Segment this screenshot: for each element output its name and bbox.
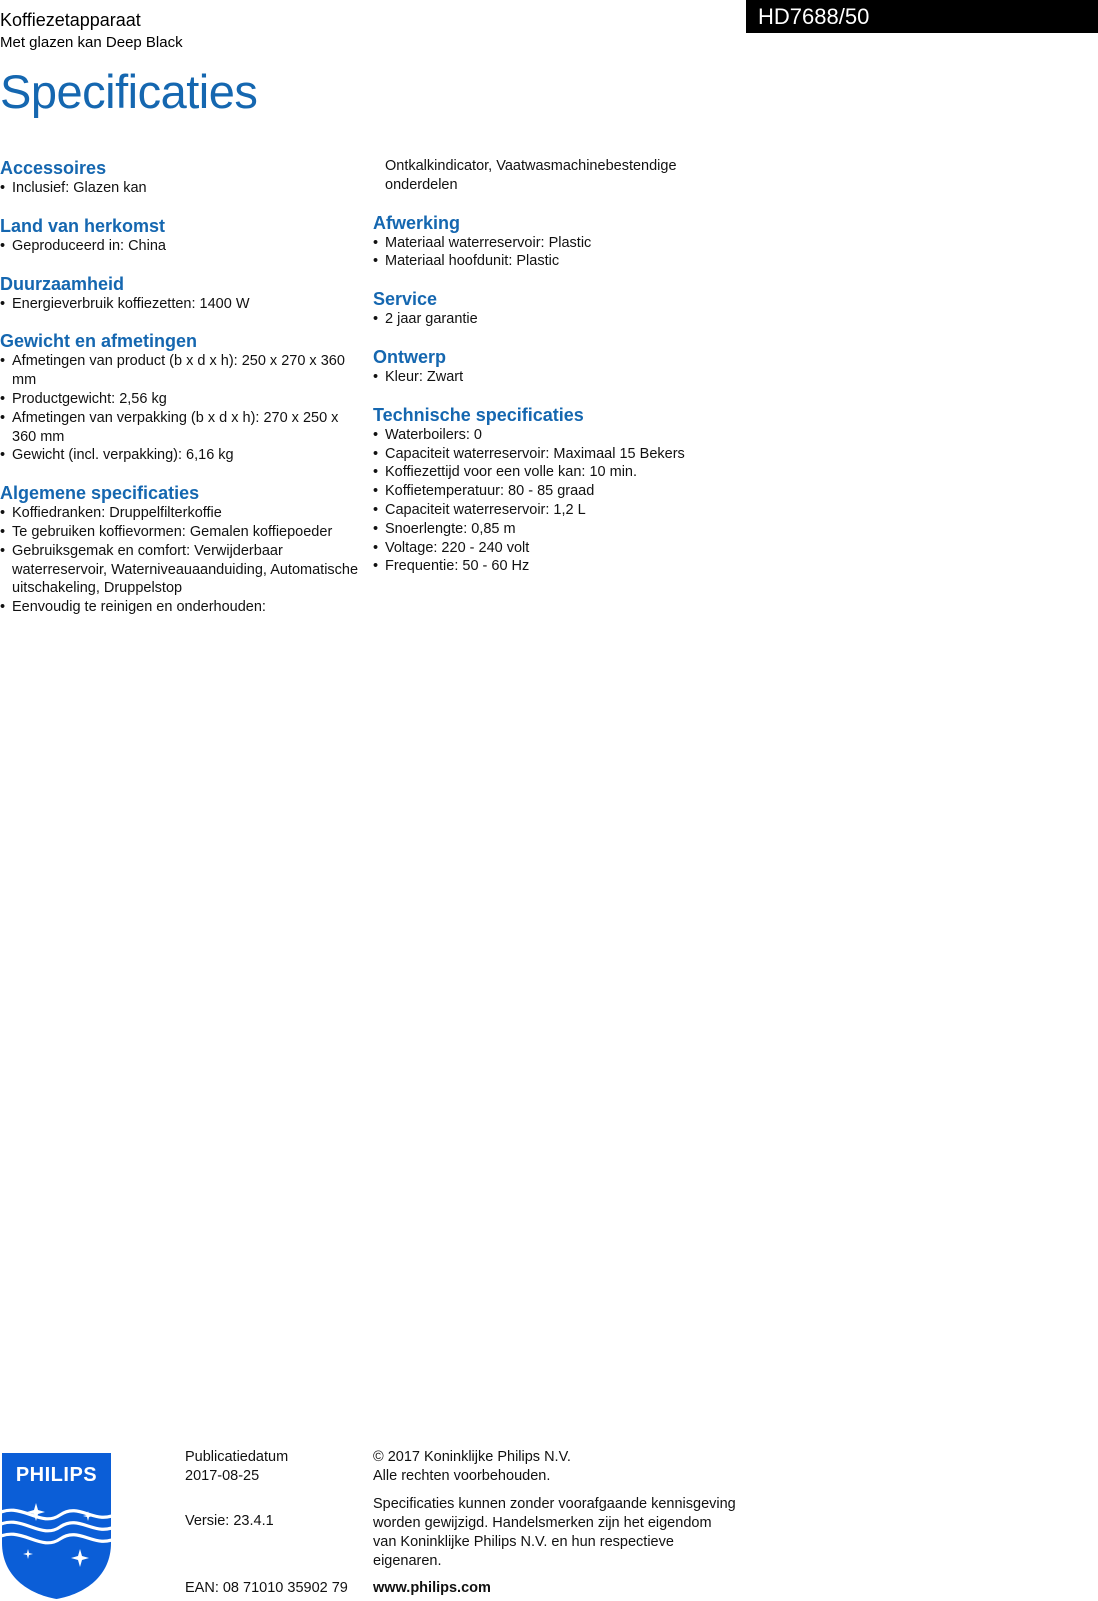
- disclaimer-line: worden gewijzigd. Handelsmerken zijn het eigendom: [373, 1515, 712, 1531]
- copyright: © 2017 Koninklijke Philips N.V.: [373, 1449, 571, 1465]
- section-title: Technische specificaties: [373, 404, 584, 425]
- spec-list: [373, 234, 733, 272]
- spec-item: • Productgewicht: 2,56 kg: [0, 390, 360, 409]
- spec-item: • Capaciteit waterreservoir: Maximaal 15 Bekers: [373, 445, 733, 464]
- spec-section: [0, 157, 360, 198]
- spec-list: [0, 237, 360, 256]
- spec-item: • Energieverbruik koffiezetten: 1400 W: [0, 295, 360, 314]
- section-title: Duurzaamheid: [0, 273, 125, 294]
- spec-section: [0, 273, 360, 314]
- section-title: Afwerking: [373, 212, 461, 233]
- spec-item: • Snoerlengte: 0,85 m: [373, 520, 733, 539]
- spec-item: • Materiaal hoofdunit: Plastic: [373, 252, 733, 271]
- spec-section: [373, 346, 733, 387]
- philips-shield-logo: [0, 1451, 113, 1601]
- spec-list: [373, 368, 733, 387]
- spec-item: • Gebruiksgemak en comfort: Verwijderbaar waterreservoir, Waterniveauaanduiding, Automatische uitschakeling, Druppelstop: [0, 542, 360, 598]
- section-title: Gewicht en afmetingen: [0, 331, 198, 352]
- spec-item: • 2 jaar garantie: [373, 310, 733, 329]
- publication-date: 2017-08-25: [185, 1468, 260, 1484]
- publication-label: Publicatiedatum: [185, 1449, 289, 1465]
- section-title: Ontwerp: [373, 346, 447, 367]
- spec-list: [0, 295, 360, 314]
- spec-section: [0, 215, 360, 256]
- specs-left-column: [0, 157, 360, 634]
- disclaimer-line: Specificaties kunnen zonder voorafgaande kennisgeving: [373, 1496, 736, 1512]
- section-title: Accessoires: [0, 158, 107, 178]
- rights-reserved: Alle rechten voorbehouden.: [373, 1468, 551, 1484]
- model-number-box: HD7688/50: [746, 0, 1098, 33]
- spec-list: [373, 426, 733, 576]
- specs-right-column: [373, 157, 733, 593]
- spec-item: • Frequentie: 50 - 60 Hz: [373, 557, 733, 576]
- spec-item: • Koffiedranken: Druppelfilterkoffie: [0, 504, 360, 523]
- spec-item: • Inclusief: Glazen kan: [0, 179, 360, 198]
- website-link[interactable]: www.philips.com: [373, 1580, 491, 1596]
- section-title: Service: [373, 289, 438, 310]
- spec-item: • Waterboilers: 0: [373, 426, 733, 445]
- section-title: Algemene specificaties: [0, 483, 200, 504]
- spec-list: [373, 310, 733, 329]
- product-subtitle: Met glazen kan Deep Black: [0, 34, 183, 51]
- spec-item: • Capaciteit waterreservoir: 1,2 L: [373, 501, 733, 520]
- page-title: Specificaties: [0, 65, 258, 118]
- spec-list: [0, 504, 360, 617]
- spec-list: [0, 352, 360, 465]
- spec-item: • Voltage: 220 - 240 volt: [373, 539, 733, 558]
- spec-item: • Te gebruiken koffievormen: Gemalen koffiepoeder: [0, 523, 360, 542]
- spec-section: [0, 330, 360, 465]
- continuation-text: Ontkalkindicator, Vaatwasmachinebestendige onderdelen: [385, 158, 677, 193]
- spec-item: • Materiaal waterreservoir: Plastic: [373, 234, 733, 253]
- spec-section: [373, 404, 733, 576]
- version: Versie: 23.4.1: [185, 1513, 274, 1529]
- spec-item: • Afmetingen van product (b x d x h): 250 x 270 x 360 mm: [0, 352, 360, 390]
- spec-item: • Koffiezettijd voor een volle kan: 10 min.: [373, 463, 733, 482]
- ean-code: EAN: 08 71010 35902 79: [185, 1580, 348, 1596]
- spec-item: • Kleur: Zwart: [373, 368, 733, 387]
- spec-item: • Geproduceerd in: China: [0, 237, 360, 256]
- product-type: Koffiezetapparaat: [0, 10, 141, 30]
- spec-section: [373, 288, 733, 329]
- spec-item: • Eenvoudig te reinigen en onderhouden:: [0, 598, 360, 617]
- spec-item: • Afmetingen van verpakking (b x d x h): 270 x 250 x 360 mm: [0, 409, 360, 447]
- disclaimer-line: eigenaren.: [373, 1553, 442, 1569]
- philips-logo-text: PHILIPS: [15, 1464, 98, 1486]
- spec-list: [0, 179, 360, 198]
- spec-item: • Gewicht (incl. verpakking): 6,16 kg: [0, 446, 360, 465]
- disclaimer-line: van Koninklijke Philips N.V. en hun respectieve: [373, 1534, 674, 1550]
- spec-item: • Koffietemperatuur: 80 - 85 graad: [373, 482, 733, 501]
- spec-section: [373, 212, 733, 272]
- spec-section: [0, 482, 360, 617]
- section-title: Land van herkomst: [0, 215, 166, 236]
